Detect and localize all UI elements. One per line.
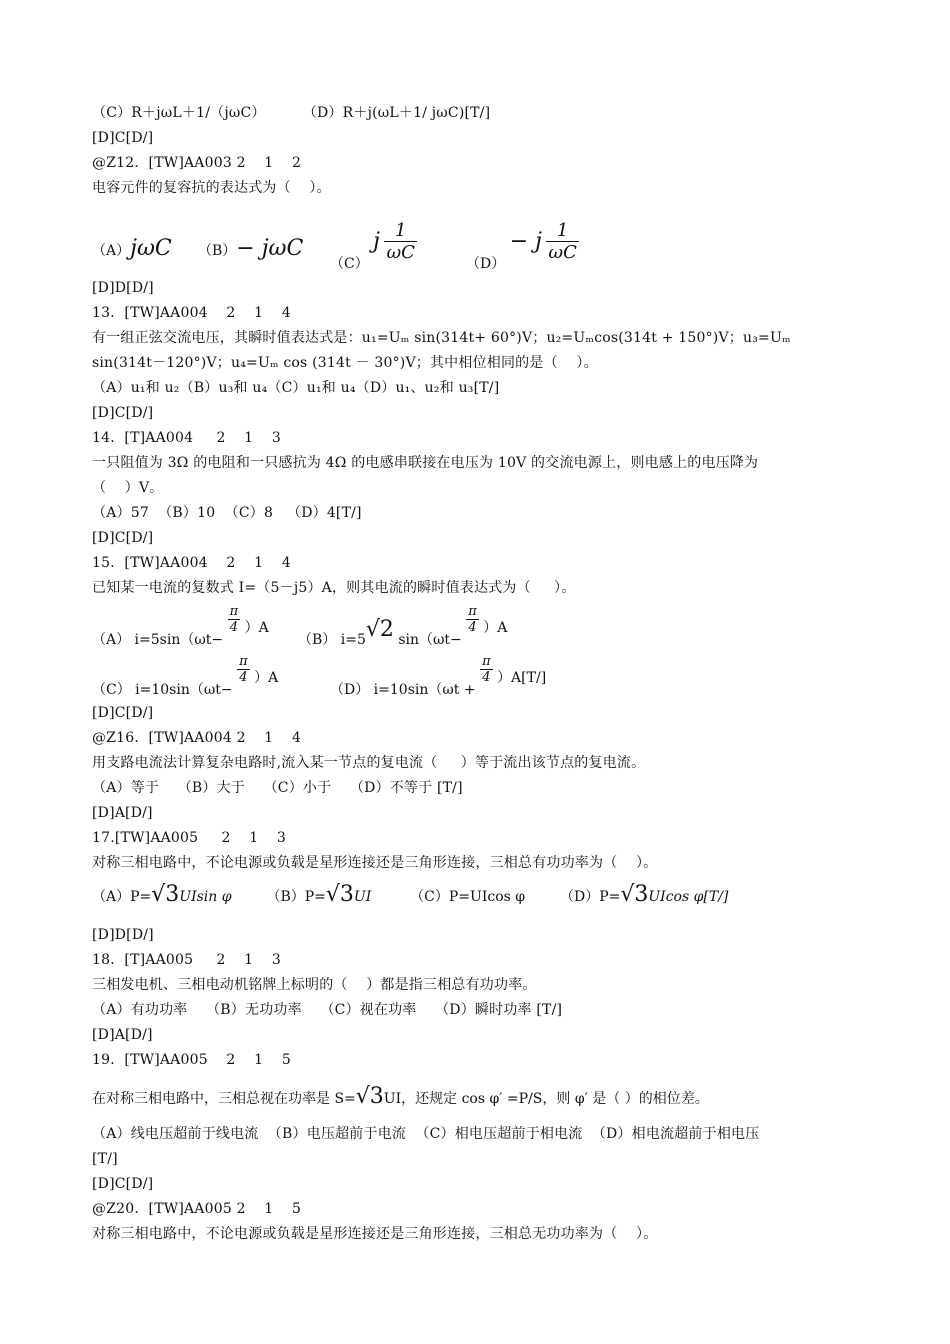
q15-answer: [D]C[D/] bbox=[92, 705, 154, 721]
q14-stem-line1: 一只阻值为 3Ω 的电阻和一只感抗为 4Ω 的电感串联接在电压为 10V 的交流电源上，则电感上的电压降为 bbox=[92, 455, 759, 471]
q11-options-cd: （C）R＋jωL＋1/（jωC） （D）R＋j(ωL＋1/ jωC)[T/] bbox=[92, 105, 491, 121]
q16-stem: 用支路电流法计算复杂电路时,流入某一节点的复电流（ ）等于流出该节点的复电流。 bbox=[92, 755, 646, 771]
q16-answer: [D]A[D/] bbox=[92, 805, 153, 821]
q11-answer: [D]C[D/] bbox=[92, 130, 154, 146]
q17-option-c: （C）P=UIcos φ bbox=[410, 889, 526, 905]
q19-answer: [D]C[D/] bbox=[92, 1176, 154, 1192]
q13-stem-line1: 有一组正弦交流电压，其瞬时值表达式是：u₁=Uₘ sin(314t+ 60°)V；u₂=Uₘcos(314t + 150°)V；u₃=Uₘ bbox=[92, 330, 791, 346]
q13-stem-line2: sin(314t－120°)V；u₄=Uₘ cos (314t － 30°)V；其中相位相同的是（ ）。 bbox=[92, 355, 598, 371]
q14-stem-line2: （ ）V。 bbox=[92, 480, 164, 496]
q17-options bbox=[92, 882, 728, 907]
q17-option-d: （D）P=√3UIcos φ[T/] bbox=[559, 882, 729, 907]
q17-option-a: （A）P=√3UIsin φ bbox=[92, 882, 232, 907]
q15-option-d: （D） i=10sin（ωt + $\frac{\pi}{4}$ ）A[T/] bbox=[330, 654, 547, 698]
q15-option-c: （C） i=10sin（ωt− $\frac{\pi}{4}$ ）A bbox=[92, 654, 279, 698]
q20-stem: 对称三相电路中，不论电源或负载是星形连接还是三角形连接，三相总无功功率为（ ）。 bbox=[92, 1226, 658, 1242]
q14-options: （A）57 （B）10 （C）8 （D）4[T/] bbox=[92, 505, 362, 521]
q12-option-c: （C） j $\frac{1}{\omega C}$ bbox=[330, 220, 415, 272]
q15-option-b: （B） i=5√2 sin（ωt− $\frac{\pi}{4}$ ）A bbox=[298, 604, 508, 648]
q12-answer: [D]D[D/] bbox=[92, 280, 154, 296]
q15-stem: 已知某一电流的复数式 I=（5－j5）A，则其电流的瞬时值表达式为（ ）。 bbox=[92, 580, 576, 596]
q16-options: （A）等于 （B）大于 （C）小于 （D）不等于 [T/] bbox=[92, 780, 463, 796]
q14-header: 14．[T]AA004 2 1 3 bbox=[92, 430, 281, 446]
q12-option-a: （A）jωC bbox=[92, 236, 172, 261]
q17-option-b: （B）P=√3UI bbox=[266, 882, 372, 907]
q19-stem: 在对称三相电路中，三相总视在功率是 S=√3UI，还规定 cos φ′ =P/S，则 φ′ 是（ ）的相位差。 bbox=[92, 1084, 709, 1109]
q19-options-end: [T/] bbox=[92, 1151, 118, 1167]
q13-answer: [D]C[D/] bbox=[92, 405, 154, 421]
q12-option-b: （B）− jωC bbox=[198, 236, 304, 261]
q18-stem: 三相发电机、三相电动机铭牌上标明的（ ）都是指三相总有功功率。 bbox=[92, 977, 537, 993]
q12-option-d: （D） − j $\frac{1}{\omega C}$ bbox=[466, 220, 577, 272]
q17-header: 17.[TW]AA005 2 1 3 bbox=[92, 830, 287, 846]
q20-header: @Z20．[TW]AA005 2 1 5 bbox=[92, 1201, 302, 1217]
q18-answer: [D]A[D/] bbox=[92, 1027, 153, 1043]
q18-header: 18．[T]AA005 2 1 3 bbox=[92, 952, 281, 968]
q15-header: 15．[TW]AA004 2 1 4 bbox=[92, 555, 291, 571]
q13-header: 13．[TW]AA004 2 1 4 bbox=[92, 305, 291, 321]
q17-answer: [D]D[D/] bbox=[92, 927, 154, 943]
q12-stem: 电容元件的复容抗的表达式为（ ）。 bbox=[92, 180, 331, 196]
q12-header: @Z12．[TW]AA003 2 1 2 bbox=[92, 155, 302, 171]
q17-stem: 对称三相电路中，不论电源或负载是星形连接还是三角形连接，三相总有功功率为（ ）。 bbox=[92, 855, 658, 871]
q18-options: （A）有功功率 （B）无功功率 （C）视在功率 （D）瞬时功率 [T/] bbox=[92, 1002, 563, 1018]
q14-answer: [D]C[D/] bbox=[92, 530, 154, 546]
q19-header: 19．[TW]AA005 2 1 5 bbox=[92, 1052, 291, 1068]
q13-options: （A）u₁和 u₂（B）u₃和 u₄（C）u₁和 u₄（D）u₁、u₂和 u₃[T/] bbox=[92, 380, 500, 396]
q19-options: （A）线电压超前于线电流 （B）电压超前于电流 （C）相电压超前于相电流 （D）相电流超前于相电压 bbox=[92, 1126, 760, 1142]
q16-header: @Z16．[TW]AA004 2 1 4 bbox=[92, 730, 302, 746]
q15-option-a: （A） i=5sin（ωt− $\frac{\pi}{4}$ ）A bbox=[92, 604, 269, 648]
